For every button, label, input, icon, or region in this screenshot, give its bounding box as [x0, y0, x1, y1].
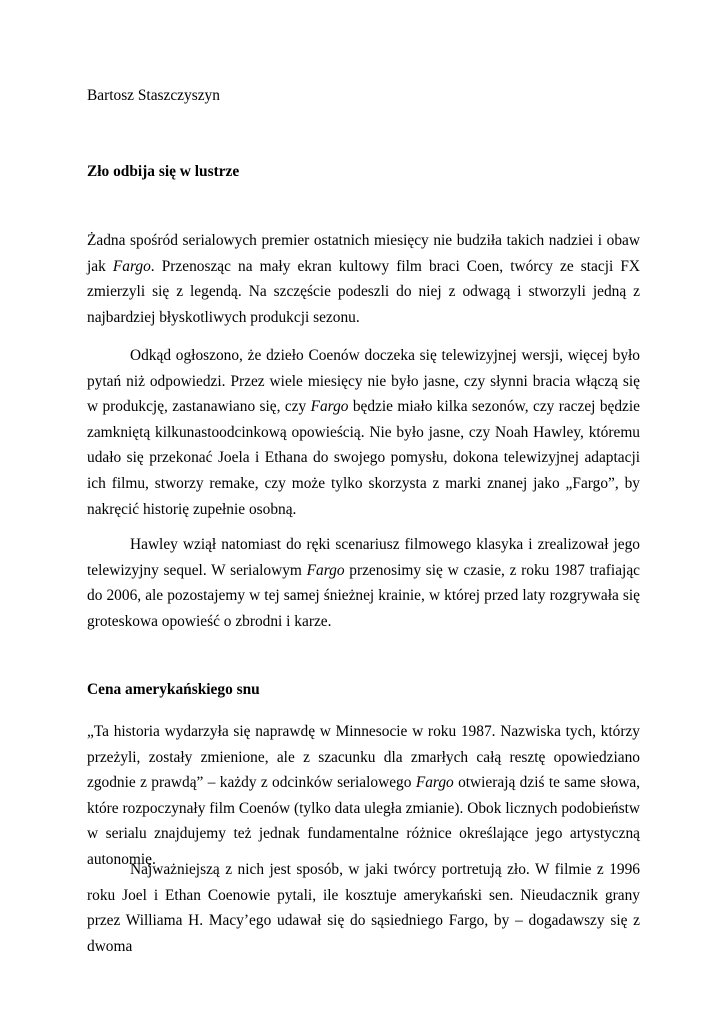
- paragraph-5: Najważniejszą z nich jest sposób, w jaki twórcy portretują zło. W filmie z 1996 roku Joel i Ethan Coenowie pytali, ile kosztuje amerykański sen. Nieudacznik grany przez Williama H. Macy’ego udawał się do sąsiedniego Fargo, by – dogadawszy się z dwoma: [87, 861, 640, 955]
- section-heading: Cena amerykańskiego snu: [87, 681, 260, 698]
- article-title: Zło odbija się w lustrze: [87, 163, 240, 180]
- paragraph-1: Żadna spośród serialowych premier ostatnich miesięcy nie budziła takich nadziei i obaw jak Fargo. Przenosząc na mały ekran kultowy film braci Coen, twórcy ze stacji FX zmierzyli się z legendą. Na szczęście podeszli do niej z odwagą i stworzyli jedną z najbardziej błyskotliwych produkcji sezonu.: [87, 232, 640, 326]
- paragraph-3: Hawley wziął natomiast do ręki scenariusz filmowego klasyka i zrealizował jego telewizyjny sequel. W serialowym Fargo przenosimy się w czasie, z roku 1987 trafiając do 2006, ale pozostajemy w tej samej śnieżnej krainie, w której przed laty rozgrywała się groteskowa opowieść o zbrodni i karze.: [87, 536, 640, 630]
- paragraph-2: Odkąd ogłoszono, że dzieło Coenów doczeka się telewizyjnej wersji, więcej było pytań niż odpowiedzi. Przez wiele miesięcy nie było jasne, czy słynni bracia włączą się w produkcję, zastanawiano się, czy Fargo będzie miało kilka sezonów, czy raczej będzie zamkniętą kilkunastoodcinkową opowieścią. Nie było jasne, czy Noah Hawley, któremu udało się przekonać Joela i Ethana do swojego pomysłu, dokona telewizyjnej adaptacji ich filmu, stworzy remake, czy może tylko skorzysta z marki znanej jako „Fargo”, by nakręcić historię zupełnie osobną.: [87, 347, 640, 518]
- paragraph-4: „Ta historia wydarzyła się naprawdę w Minnesocie w roku 1987. Nazwiska tych, którzy przeżyli, zostały zmienione, ale z szacunku dla zmarłych całą resztę opowiedziano zgodnie z prawdą” – każdy z odcinków serialowego Fargo otwierają dziś te same słowa, które rozpoczynały film Coenów (tylko data uległa zmianie). Obok licznych podobieństw w serialu znajdujemy też jednak fundamentalne różnice określające jego artystyczną autonomię.: [87, 723, 640, 868]
- author-name: Bartosz Staszczyszyn: [87, 87, 220, 104]
